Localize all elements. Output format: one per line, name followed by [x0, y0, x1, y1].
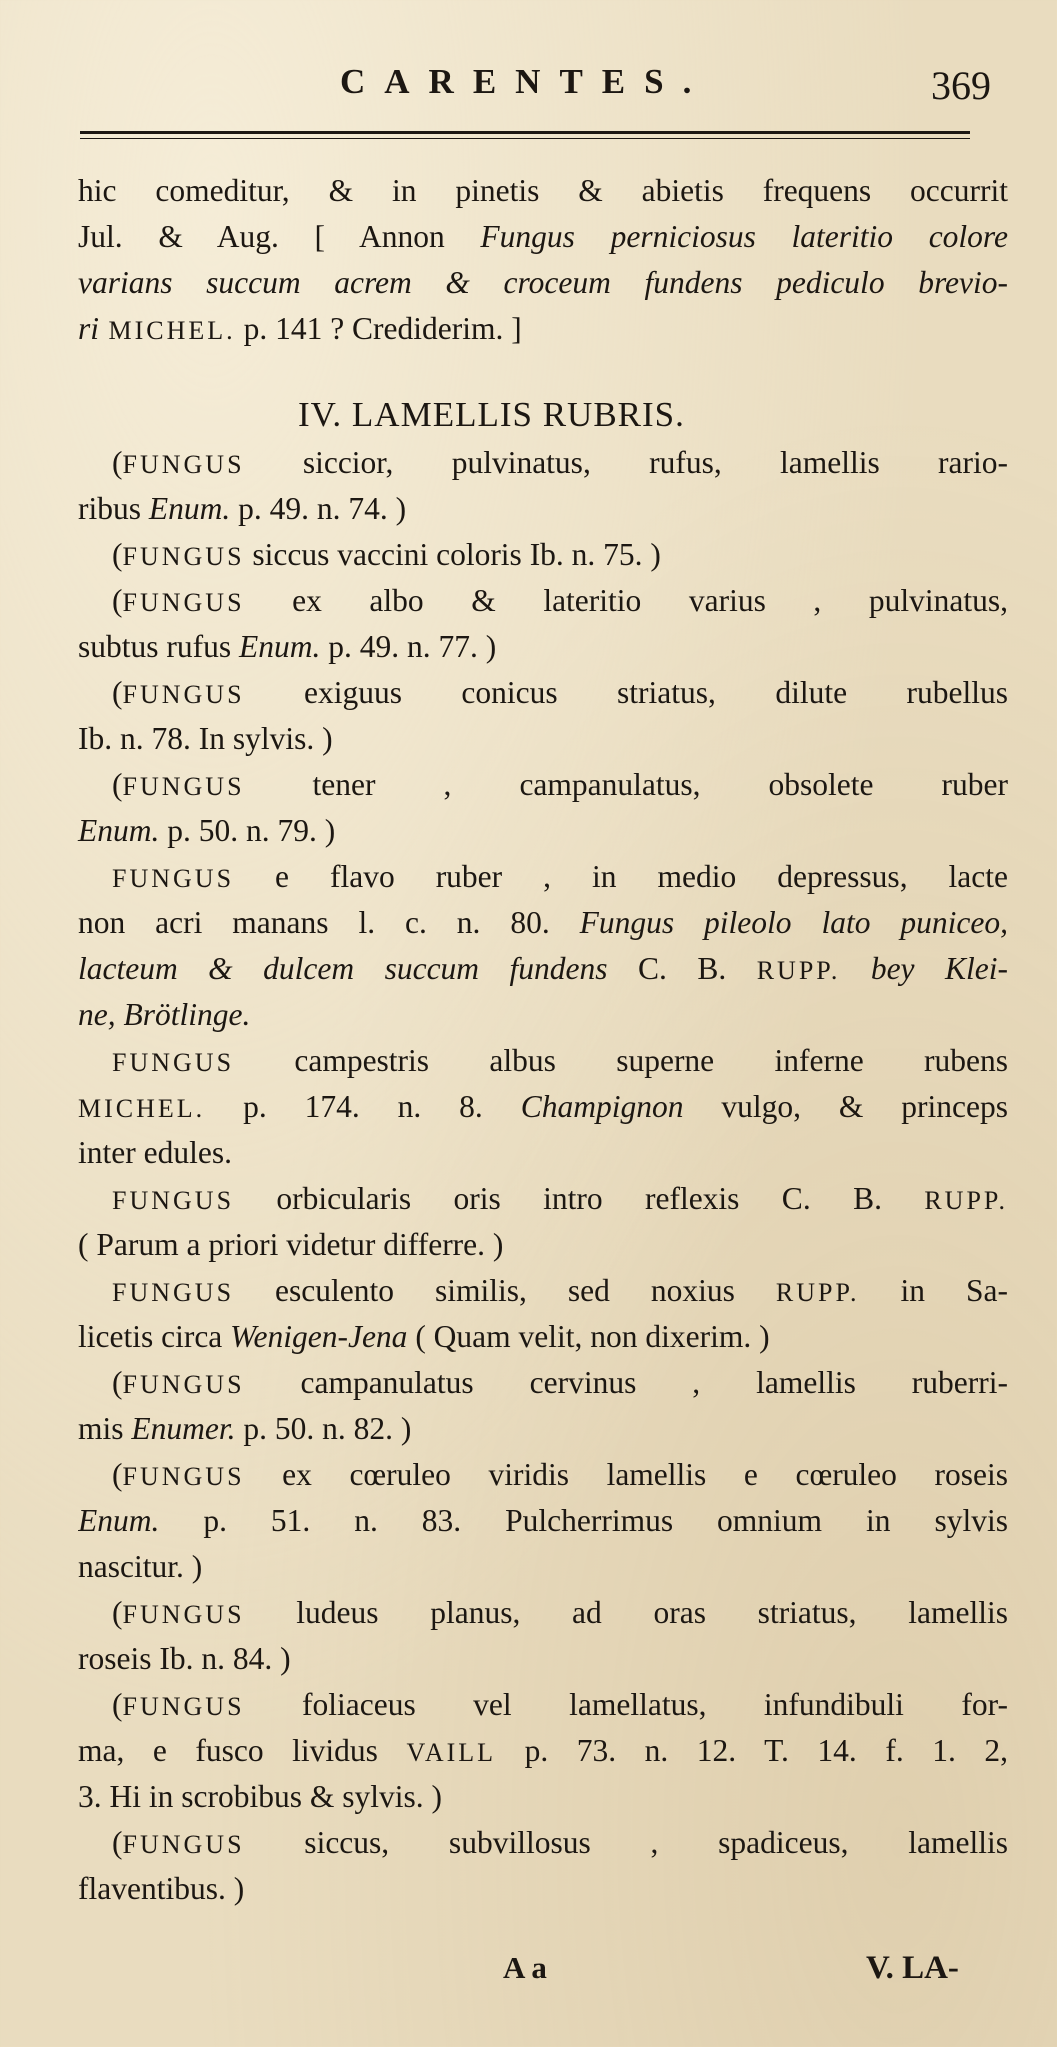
author-name: RUPP.: [756, 956, 841, 985]
line-text: campanulatus cervinus , lamellis ruberri-: [244, 1365, 1008, 1400]
line-text: tener , campanulatus, obsolete ruber: [244, 767, 1008, 802]
author-name: MICHEL.: [78, 1094, 206, 1123]
line-text: p. 49. n. 74. ): [230, 491, 407, 526]
text-line: [78, 716, 1053, 762]
text-line: [112, 670, 1008, 716]
paren: (: [112, 675, 123, 710]
text-line: [78, 1544, 1053, 1590]
italic-text: Enumer.: [131, 1411, 236, 1446]
line-text: p. 174. n. 8.: [205, 1089, 521, 1124]
line-text: vulgo, & princeps: [683, 1089, 1008, 1124]
line-text: subtus rufus: [78, 629, 240, 664]
line-text: Jul. & Aug. [ Annon: [78, 219, 481, 254]
italic-text: ne, Brötlinge.: [78, 997, 251, 1032]
italic-text: Enum.: [239, 629, 321, 664]
line-text: ex cœruleo viridis lamellis e cœruleo roseis: [244, 1457, 1008, 1492]
text-line: [78, 260, 1008, 306]
line-text: esculento similis, sed noxius: [234, 1273, 776, 1308]
author-name: RUPP.: [924, 1186, 1008, 1215]
text-line: [78, 1498, 1008, 1544]
text-line: [78, 1774, 1053, 1820]
catchword: V. LA-: [866, 1950, 959, 1986]
italic-text: Fungus pileolo lato puniceo,: [579, 905, 1008, 940]
line-text: ( Quam velit, non dixerim. ): [407, 1319, 770, 1354]
text-line: [112, 854, 1008, 900]
genus-name: FUNGUS: [122, 542, 245, 571]
line-text: in Sa-: [859, 1273, 1008, 1308]
line-text: licetis circa: [78, 1319, 231, 1354]
genus-name: FUNGUS: [112, 1048, 235, 1077]
italic-text: Champignon: [520, 1089, 684, 1124]
genus-name: FUNGUS: [122, 1830, 245, 1859]
line-text: e flavo ruber , in medio depressus, lacte: [234, 859, 1008, 894]
paren: (: [112, 537, 123, 572]
italic-text: varians succum acrem & croceum fundens pediculo brevio-: [78, 265, 1008, 300]
section-title: IV. LAMELLIS RUBRIS.: [298, 395, 685, 434]
genus-name: FUNGUS: [112, 864, 235, 893]
text-line: [78, 1314, 1053, 1360]
line-text: p. 50. n. 82. ): [235, 1411, 412, 1446]
paren: (: [112, 1687, 123, 1722]
text-line: [112, 1360, 1008, 1406]
genus-name: FUNGUS: [122, 772, 245, 801]
italic-text: Enum.: [78, 813, 160, 848]
paren: (: [112, 767, 123, 802]
text-line: [78, 624, 1053, 670]
italic-text: ri: [78, 311, 100, 346]
line-text: siccus, subvillosus , spadiceus, lamellis: [244, 1825, 1008, 1860]
genus-name: FUNGUS: [122, 1462, 245, 1491]
line-text: siccus vaccini coloris Ib. n. 75. ): [244, 537, 661, 572]
text-line: [78, 1084, 1008, 1130]
line-text: ( Parum a priori videtur differre. ): [78, 1227, 504, 1262]
paren: (: [112, 1365, 123, 1400]
line-text: Ib. n. 78. In sylvis. ): [78, 721, 333, 756]
genus-name: FUNGUS: [112, 1278, 235, 1307]
line-text: non acri manans l. c. n. 80.: [78, 905, 580, 940]
line-text: ex albo & lateritio varius , pulvinatus,: [244, 583, 1008, 618]
text-line: [78, 900, 1008, 946]
text-line: [78, 1130, 1053, 1176]
text-line: [78, 486, 1053, 532]
line-text: inter edules.: [78, 1135, 232, 1170]
header-rule-thin: [80, 138, 970, 139]
paren: (: [112, 1595, 123, 1630]
line-text: p. 73. n. 12. T. 14. f. 1. 2,: [496, 1733, 1008, 1768]
line-text: p. 141 ? Crediderim. ]: [235, 311, 522, 346]
italic-text: Fungus perniciosus lateritio colore: [480, 219, 1008, 254]
italic-text: Enum.: [78, 1503, 160, 1538]
line-text: orbicularis oris intro reflexis C. B.: [234, 1181, 925, 1216]
line-text: foliaceus vel lamellatus, infundibuli for-: [244, 1687, 1008, 1722]
italic-text: lacteum & dulcem succum fundens: [78, 951, 608, 986]
paren: (: [112, 445, 123, 480]
line-text: nascitur. ): [78, 1549, 203, 1584]
line-text: ma, e fusco lividus: [78, 1733, 407, 1768]
text-line: [78, 1728, 1008, 1774]
line-text: flaventibus. ): [78, 1871, 245, 1906]
text-line: [112, 1820, 1008, 1866]
paren: (: [112, 1825, 123, 1860]
text-line: [78, 306, 1053, 354]
line-text: 3. Hi in scrobibus & sylvis. ): [78, 1779, 443, 1814]
line-text: ribus: [78, 491, 149, 526]
line-text: siccior, pulvinatus, rufus, lamellis rario-: [244, 445, 1008, 480]
italic-text: Enum.: [148, 491, 231, 526]
line-text: p. 49. n. 77. ): [320, 629, 497, 664]
line-text: p. 50. n. 79. ): [159, 813, 336, 848]
page-number: 369: [931, 63, 991, 108]
genus-name: FUNGUS: [122, 1692, 245, 1721]
text-line: [112, 1452, 1008, 1498]
genus-name: FUNGUS: [122, 588, 245, 617]
author-name: VAILL: [406, 1738, 497, 1767]
line-text: ludeus planus, ad oras striatus, lamellis: [244, 1595, 1008, 1630]
text-line: [112, 1268, 1008, 1314]
text-line: [112, 532, 1057, 580]
genus-name: FUNGUS: [122, 1600, 245, 1629]
text-line: [112, 1176, 1008, 1222]
author-name: MICHEL.: [99, 316, 236, 345]
text-line: [78, 1222, 1053, 1268]
text-line: [112, 440, 1008, 486]
author-name: RUPP.: [775, 1278, 860, 1307]
text-line: [78, 1636, 1053, 1682]
signature-mark: A a: [503, 1950, 547, 1985]
italic-text: Wenigen-Jena: [230, 1319, 408, 1354]
line-text: roseis Ib. n. 84. ): [78, 1641, 291, 1676]
text-line: [112, 578, 1008, 624]
text-line: [112, 1590, 1008, 1636]
genus-name: FUNGUS: [122, 680, 245, 709]
running-head: CARENTES.: [340, 62, 711, 101]
genus-name: FUNGUS: [122, 450, 245, 479]
genus-name: FUNGUS: [112, 1186, 235, 1215]
text-line: [78, 808, 1053, 854]
line-text: mis: [78, 1411, 132, 1446]
text-line: [112, 1038, 1008, 1084]
genus-name: FUNGUS: [122, 1370, 245, 1399]
header-rule: [80, 131, 970, 134]
line-text: campestris albus superne inferne rubens: [234, 1043, 1008, 1078]
text-line: [78, 992, 1053, 1038]
text-line: [78, 168, 1008, 214]
text-line: [112, 762, 1008, 808]
line-text: exiguus conicus striatus, dilute rubellus: [244, 675, 1008, 710]
italic-text: bey Klei-: [840, 951, 1008, 986]
text-line: [78, 1406, 1053, 1452]
line-text: p. 51. n. 83. Pulcherrimus omnium in sylvis: [159, 1503, 1008, 1538]
line-text: C. B.: [607, 951, 757, 986]
text-line: [78, 946, 1008, 992]
text-line: [78, 1866, 1053, 1912]
paren: (: [112, 583, 123, 618]
text-line: [112, 1682, 1008, 1728]
paren: (: [112, 1457, 123, 1492]
line-text: hic comeditur, & in pinetis & abietis frequens occurrit: [78, 173, 1008, 208]
text-line: [78, 214, 1008, 260]
